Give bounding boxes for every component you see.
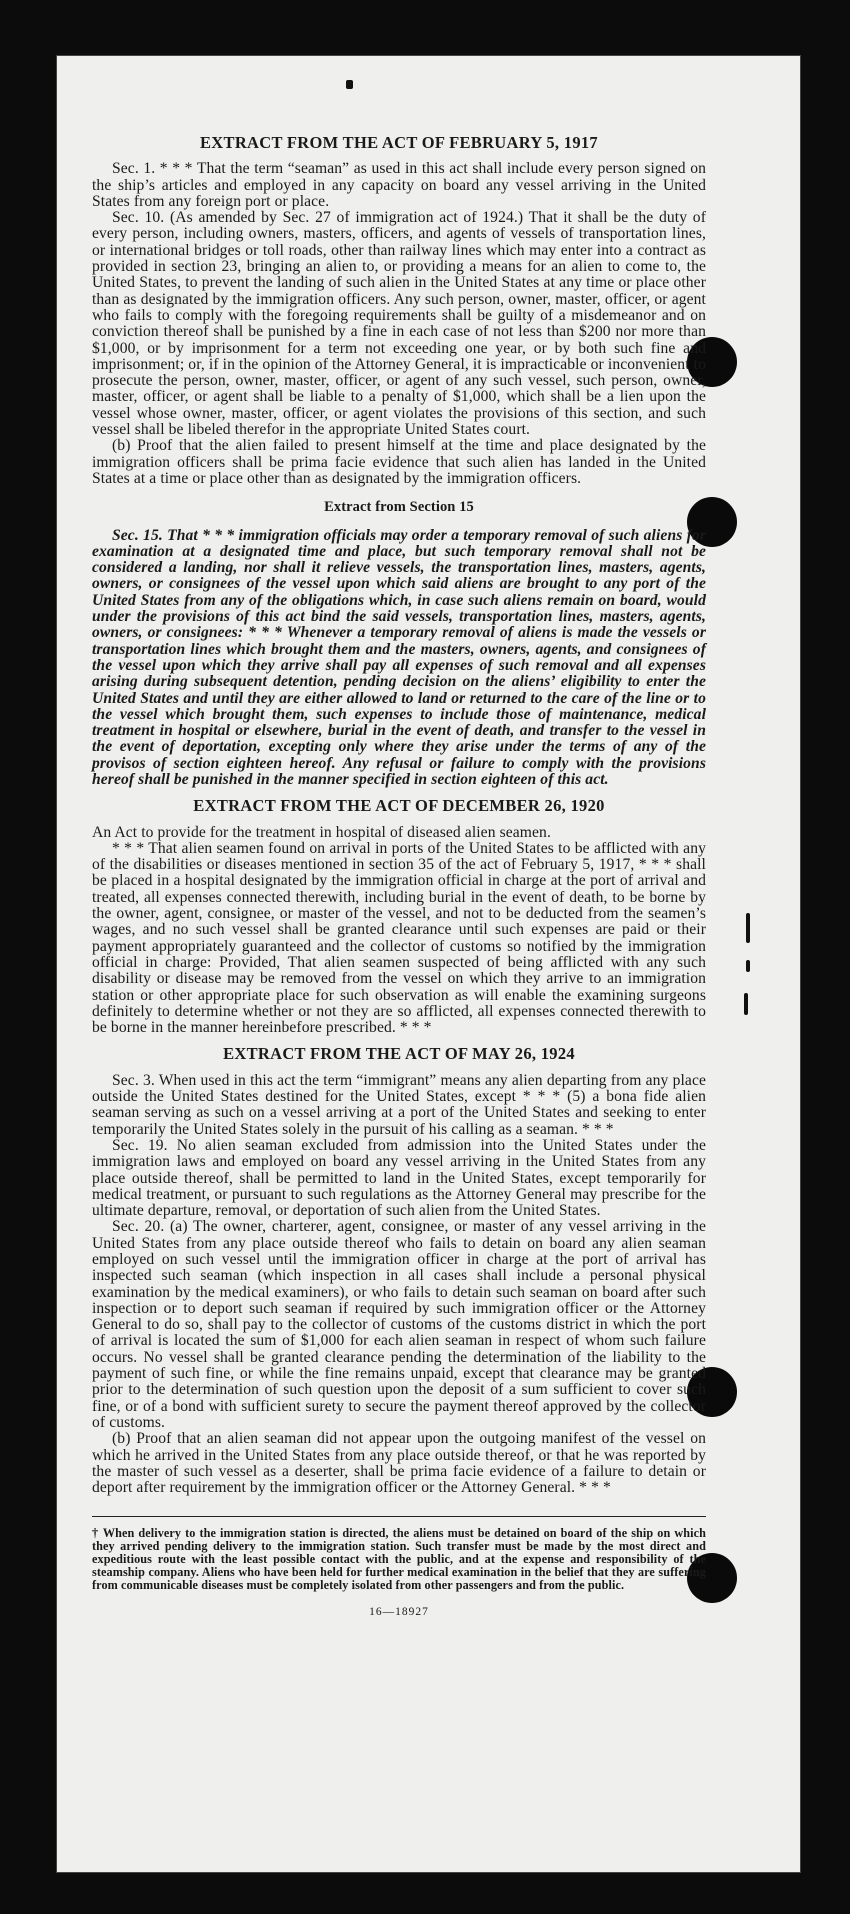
footnote: † When delivery to the immigration station is directed, the aliens must be detained on board of the ship on which they arrived pending delivery to the immigration station. Such transfer must be made by the most direct and expeditious route with the least possible contact with the public, and at the expense and responsibility of the steamship company. Aliens who have been held for further medical examination in the belief that they are suffering from communicable diseases must be completely isolated from other passengers and from the public. (92, 1526, 706, 1593)
paragraph-1924-sec20b: (b) Proof that an alien seaman did not appear upon the outgoing manifest of the vessel on which he arrived in the United States from any place outside thereof, or that he was reported by the master of such vessel as a deserter, shall be prima facie evidence of a failure to detain or deport after requirement by the immigration officer or the Attorney General. * * * (92, 1430, 706, 1497)
paragraph-1920-body: * * * That alien seamen found on arrival in ports of the United States to be afflicted with any of the disabilities or diseases mentioned in section 35 of the act of February 5, 1917, * * * shall be placed in a hospital designated by the immigration official in charge at the port of arrival and treated, all expenses connected therewith, including burial in the event of death, to be borne by the owner, agent, consignee, or master of the vessel, and not to be deducted from the seamen’s wages, and no such vessel shall be granted clearance until such expenses are paid or their payment appropriately guaranteed and the collector of customs so notified by the immigration official in charge: Provided, That alien seamen suspected of being afflicted with any such disability or disease may be removed from the vessel on which they arrive to an immigration station or other appropriate place for such observation as will enable the examining surgeons definitely to determine whether or not they are so afflicted, all expenses connected therewith to be borne in the manner hereinbefore prescribed. * * * (92, 839, 706, 1037)
paragraph-1924-sec19: Sec. 19. No alien seaman excluded from admission into the United States under the immigration laws and employed on board any vessel arriving in the United States from any place outside thereof, shall be permitted to land in the United States, except temporarily for medical treatment, or pursuant to such regulations as the Attorney General may prescribe for the ultimate departure, removal, or deportation of such alien from the United States. (92, 1136, 706, 1220)
paragraph-1924-sec3: Sec. 3. When used in this act the term “immigrant” means any alien departing from any place outside the United States destined for the United States, except * * * (5) a bona fide alien seaman serving as such on a vessel arriving at a port of the United States and seeking to enter temporarily the United States solely in the pursuit of his calling as a seaman. * * * (92, 1071, 706, 1138)
ink-speck (744, 993, 748, 1015)
paragraph-1917-b: (b) Proof that the alien failed to present himself at the time and place designated by the immigration officers shall be prima facie evidence that such alien has landed in the United States at a time or place other than as designated by the immigration officers. (92, 437, 706, 487)
heading-act-1924: EXTRACT FROM THE ACT OF MAY 26, 1924 (223, 1044, 575, 1064)
paragraph-1917-sec10: Sec. 10. (As amended by Sec. 27 of immigration act of 1924.) That it shall be the duty of every person, including owners, masters, officers, and agents of vessels of transportation lines, or international bridges or toll roads, other than railway lines which may enter into a contract as provided in section 23, bringing an alien to, or providing a means for an alien to come to, the United States, to prevent the landing of such alien in the United States at any time or place other than as designated by the immigration officers. Any such person, owner, master, officer, or agent who fails to comply with the foregoing requirements shall be guilty of a misdemeanor and on conviction thereof shall be punished by a fine in each case of not less than $200 nor more than $1,000, or by imprisonment for a term not exceeding one year, or by both such fine and imprisonment; or, if in the opinion of the Attorney General, it is impracticable or inconvenient to prosecute the person, owner, master, officer, or agent of any such vessel, such person, owner, master, officer, or agent shall be liable to a penalty of $1,000, which shall be a lien upon the vessel whose owner, master, officer, or agent violates the provisions of this section, and such vessel shall be libeled therefor in the appropriate United States court. (92, 209, 706, 439)
subheading-section-15: Extract from Section 15 (324, 499, 474, 516)
document-text (92, 125, 706, 1621)
form-number: 16—18927 (369, 1606, 429, 1619)
ink-speck (346, 80, 353, 89)
paragraph-1920-title: An Act to provide for the treatment in hospital of diseased alien seamen. (92, 823, 551, 841)
footnote-divider (92, 1516, 706, 1517)
ink-speck (746, 960, 750, 972)
paragraph-1917-sec1: Sec. 1. * * * That the term “seaman” as used in this act shall include every person signed on the ship’s articles and employed in any capacity on board any vessel arriving in the United States from any foreign port or place. (92, 160, 706, 210)
heading-act-1917: EXTRACT FROM THE ACT OF FEBRUARY 5, 1917 (200, 133, 598, 152)
paragraph-sec15: Sec. 15. That * * * immigration officials may order a temporary removal of such aliens for examination at a designated time and place, but such temporary removal shall not be considered a landing, nor shall it relieve vessels, the transportation lines, masters, agents, owners, or consignees of the vessel upon which said aliens are brought to any port of the United States from any of the obligations which, in case such aliens remain on board, would under the provisions of this act bind the said vessels, transportation lines, masters, agents, owners, or consignees: * * * Whenever a temporary removal of aliens is made the vessels or transportation lines which brought them and the masters, owners, agents, and consignees of the vessel upon which they arrive shall pay all expenses of such removal and all expenses arising during subsequent detention, pending decision on the aliens’ eligibility to enter the United States and until they are either allowed to land or returned to the care of the line or to the vessel which brought them, such expenses to include those of maintenance, medical treatment in hospital or elsewhere, burial in the event of death, and transfer to the vessel in the event of deportation, excepting only where they arise under the terms of any of the provisos of section eighteen hereof. Any refusal or failure to comply with the provisions hereof shall be punished in the manner specified in section eighteen of this act. (92, 526, 706, 788)
heading-act-1920: EXTRACT FROM THE ACT OF DECEMBER 26, 1920 (193, 796, 605, 816)
ink-speck (746, 913, 750, 943)
paragraph-1924-sec20a: Sec. 20. (a) The owner, charterer, agent, consignee, or master of any vessel arriving in the United States from any place outside thereof who fails to detain on board any alien seaman employed on such vessel until the immigration officer in charge at the port of arrival has inspected such seaman (which inspection in all cases shall include a personal physical examination by the medical examiners), or who fails to detain such seaman on board after such inspection or to deport such seaman if required by such immigration officer or the Attorney General to do so, shall pay to the collector of customs of the customs district in which the port of arrival is located the sum of $1,000 for each alien seaman in respect of whom such failure occurs. No vessel shall be granted clearance pending the determination of the liability to the payment of such fine, or while the fine remains unpaid, except that clearance may be granted prior to the determination of such question upon the deposit of a sum sufficient to cover such fine, or of a bond with sufficient surety to secure the payment thereof approved by the collector of customs. (92, 1218, 706, 1431)
